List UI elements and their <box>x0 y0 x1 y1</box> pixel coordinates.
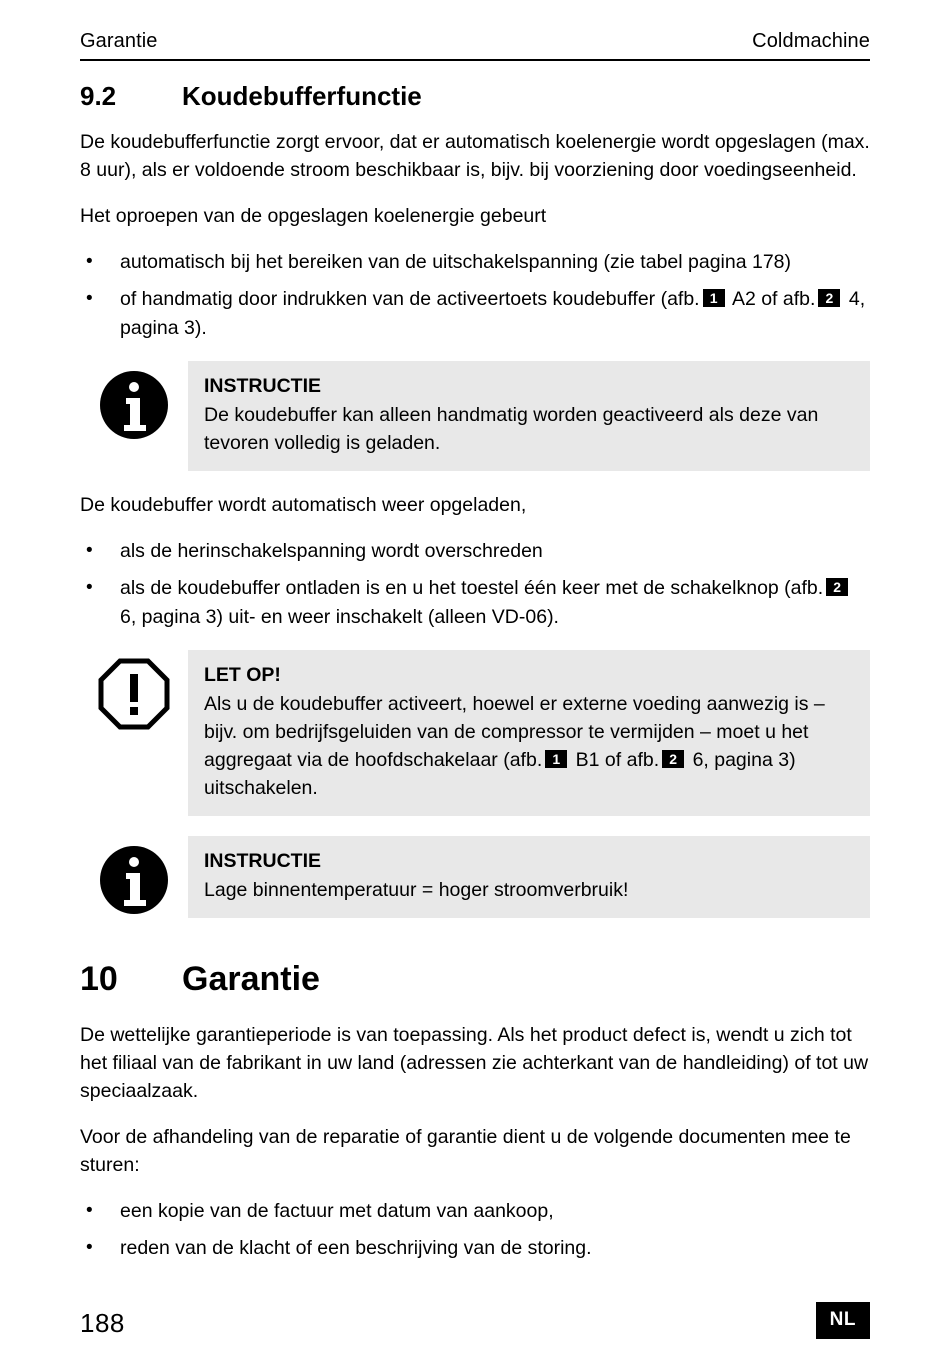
paragraph-warranty-2: Voor de afhandeling van de reparatie of garantie dient u de volgende documenten mee te sturen: <box>80 1126 851 1176</box>
section-number-9-2: 9.2 <box>80 81 117 111</box>
paragraph-lead-1: Het oproepen van de opgeslagen koelenergie gebeurt <box>80 205 547 227</box>
note-content <box>188 836 870 918</box>
info-icon <box>98 844 170 916</box>
language-badge: NL <box>816 1302 870 1339</box>
note-title: INSTRUCTIE <box>204 375 321 397</box>
note-text-part1: Als u de koudebuffer activeert, hoewel er externe voeding aanwezig is – bijv. om bedrijfsgeluiden van de compressor te vermijden – moet u het aggregaat via de hoofdschakelaar (afb. <box>204 693 825 771</box>
list-item-text-part1: als de koudebuffer ontladen is en u het toestel één keer met de schakelknop (afb. <box>120 577 824 599</box>
note-content <box>188 361 870 471</box>
bullet-list-documents <box>80 1197 870 1263</box>
list-item-text-part2: 6, pagina 3) uit- en weer inschakelt (alleen VD-06). <box>120 606 559 628</box>
section-title-10: Garantie <box>182 960 320 998</box>
list-item <box>80 537 870 566</box>
list-item <box>80 574 870 632</box>
note-text-part2: B1 of afb. <box>575 749 660 771</box>
note-content <box>188 650 870 816</box>
info-icon-wrap <box>80 836 188 916</box>
figure-ref-badge: 2 <box>826 578 848 596</box>
info-icon <box>98 369 170 441</box>
paragraph-intro: De koudebufferfunctie zorgt ervoor, dat er automatisch koelenergie wordt opgeslagen (max. 8 uur), als er voldoende stroom beschikbaar is, bijv. bij voorziening door voedingseenheid. <box>80 131 870 181</box>
section-heading-9-2 <box>80 81 870 112</box>
page-footer <box>80 1302 870 1339</box>
note-text: De koudebuffer kan alleen handmatig worden geactiveerd als deze van tevoren volledig is geladen. <box>204 404 819 454</box>
note-title: LET OP! <box>204 664 281 686</box>
warning-icon <box>98 658 170 730</box>
list-item <box>80 285 870 343</box>
note-box-caution <box>80 650 870 816</box>
list-item <box>80 1197 870 1226</box>
note-text <box>204 690 854 802</box>
page-number: 188 <box>80 1308 125 1338</box>
header-left-title: Garantie <box>80 30 158 52</box>
figure-ref-badge: 1 <box>545 750 567 768</box>
note-box-instructie-1 <box>80 361 870 471</box>
list-item-text: reden van de klacht of een beschrijving van de storing. <box>120 1237 592 1259</box>
paragraph-warranty-1: De wettelijke garantieperiode is van toepassing. Als het product defect is, wendt u zich tot het filiaal van de fabrikant in uw land (adressen zie achterkant van de handleiding) of tot uw speciaalzaak. <box>80 1024 869 1102</box>
note-title: INSTRUCTIE <box>204 850 321 872</box>
note-text: Lage binnentemperatuur = hoger stroomverbruik! <box>204 879 629 901</box>
info-icon-wrap <box>80 361 188 441</box>
section-title-9-2: Koudebufferfunctie <box>182 81 422 111</box>
list-item-text: een kopie van de factuur met datum van aankoop, <box>120 1200 554 1222</box>
section-number-10: 10 <box>80 960 118 998</box>
list-item-text: automatisch bij het bereiken van de uitschakelspanning (zie tabel pagina 178) <box>120 251 792 273</box>
list-item-text: als de herinschakelspanning wordt overschreden <box>120 540 543 562</box>
bullet-list-recall <box>80 248 870 343</box>
section-heading-10 <box>80 960 870 999</box>
list-item <box>80 248 870 277</box>
paragraph-lead-2: De koudebuffer wordt automatisch weer opgeladen, <box>80 494 527 516</box>
figure-ref-badge: 2 <box>662 750 684 768</box>
figure-ref-badge: 2 <box>818 289 840 307</box>
list-item-text-part2: A2 of afb. <box>731 288 816 310</box>
warning-icon-wrap <box>80 650 188 730</box>
list-item-text-part3: 4, pagina 3). <box>120 288 866 339</box>
bullet-list-reload <box>80 537 870 632</box>
figure-ref-badge: 1 <box>703 289 725 307</box>
note-box-instructie-2 <box>80 836 870 918</box>
header-right-title: Coldmachine <box>752 30 870 52</box>
list-item-text-part1: of handmatig door indrukken van de activeertoets koudebuffer (afb. <box>120 288 700 310</box>
note-text-part3: 6, pagina 3) uitschakelen. <box>204 749 796 799</box>
list-item <box>80 1234 870 1263</box>
page-header <box>80 0 870 61</box>
